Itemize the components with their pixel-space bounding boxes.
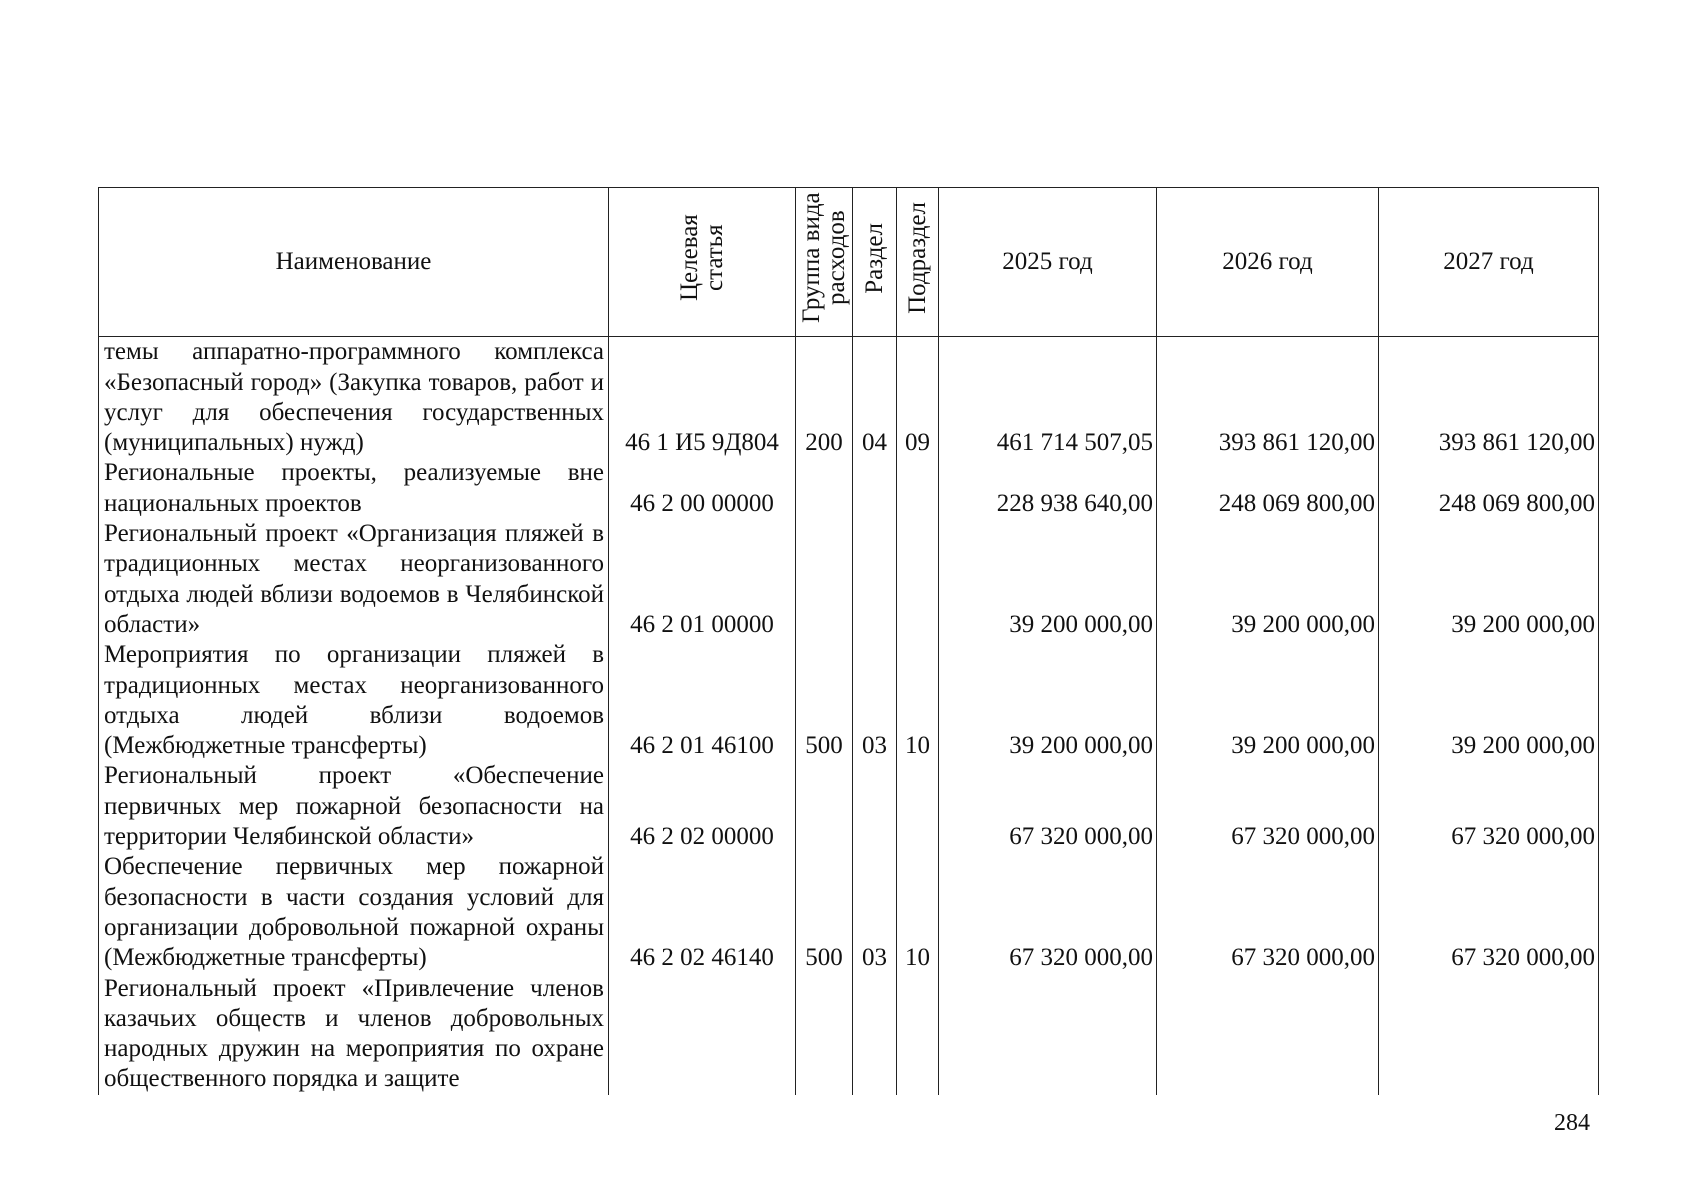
row-subsection [897, 761, 939, 852]
row-target-article [609, 974, 796, 1095]
row-expense-group [796, 974, 853, 1095]
row-2025: 67 320 000,00 [939, 761, 1157, 852]
row-name: Мероприятия по организации пляжей в традиционных местах неорганизованного отдыха людей вблизи водоемов (Межбюджетные трансферты) [99, 640, 609, 761]
header-name: Наименование [99, 188, 609, 337]
row-target-article: 46 2 02 00000 [609, 761, 796, 852]
header-2027: 2027 год [1379, 188, 1599, 337]
table-row [99, 974, 1599, 1095]
header-section: Раздел [853, 188, 897, 337]
row-target-article: 46 1 И5 9Д804 [609, 337, 796, 459]
row-2026: 39 200 000,00 [1157, 519, 1379, 640]
row-subsection [897, 974, 939, 1095]
row-section [853, 974, 897, 1095]
table-header-row [99, 188, 1599, 337]
table-row [99, 640, 1599, 761]
row-2027: 393 861 120,00 [1379, 337, 1599, 459]
row-target-article: 46 2 01 00000 [609, 519, 796, 640]
row-section [853, 458, 897, 519]
row-2026: 67 320 000,00 [1157, 761, 1379, 852]
row-name: Региональный проект «Обеспечение первичных мер пожарной безопасности на территории Челябинской области» [99, 761, 609, 852]
row-name: Региональный проект «Организация пляжей в традиционных местах неорганизованного отдыха людей вблизи водоемов в Челябинской области» [99, 519, 609, 640]
table-row [99, 761, 1599, 852]
page-number: 284 [1554, 1110, 1590, 1136]
row-2025: 67 320 000,00 [939, 852, 1157, 973]
table-row [99, 519, 1599, 640]
row-2027 [1379, 974, 1599, 1095]
row-expense-group: 500 [796, 640, 853, 761]
row-target-article: 46 2 02 46140 [609, 852, 796, 973]
row-2027: 67 320 000,00 [1379, 852, 1599, 973]
row-2025: 228 938 640,00 [939, 458, 1157, 519]
header-expense-group: Группа вида расходов [796, 188, 853, 337]
row-name: темы аппаратно-программного комплекса «Безопасный город» (Закупка товаров, работ и услуг для обеспечения государственных (муниципальных) нужд) [99, 337, 609, 459]
row-section: 04 [853, 337, 897, 459]
row-2027: 67 320 000,00 [1379, 761, 1599, 852]
row-subsection: 10 [897, 852, 939, 973]
row-expense-group [796, 458, 853, 519]
header-target-article: Целевая статья [609, 188, 796, 337]
header-subsection: Подраздел [897, 188, 939, 337]
row-expense-group [796, 519, 853, 640]
row-2026: 39 200 000,00 [1157, 640, 1379, 761]
row-subsection: 09 [897, 337, 939, 459]
row-2026 [1157, 974, 1379, 1095]
row-2025 [939, 974, 1157, 1095]
row-expense-group: 500 [796, 852, 853, 973]
row-expense-group [796, 761, 853, 852]
row-name: Региональный проект «Привлечение членов казачьих обществ и членов добровольных народных дружин на мероприятия по охране общественного порядка и защите [99, 974, 609, 1095]
row-2027: 248 069 800,00 [1379, 458, 1599, 519]
row-2025: 39 200 000,00 [939, 640, 1157, 761]
row-2025: 461 714 507,05 [939, 337, 1157, 459]
row-2025: 39 200 000,00 [939, 519, 1157, 640]
table-row [99, 852, 1599, 973]
row-subsection [897, 458, 939, 519]
row-target-article: 46 2 00 00000 [609, 458, 796, 519]
row-2026: 67 320 000,00 [1157, 852, 1379, 973]
row-section: 03 [853, 640, 897, 761]
table-row [99, 458, 1599, 519]
row-subsection: 10 [897, 640, 939, 761]
row-2027: 39 200 000,00 [1379, 519, 1599, 640]
row-name: Региональные проекты, реализуемые вне национальных проектов [99, 458, 609, 519]
table-body [99, 337, 1599, 1095]
table-row [99, 337, 1599, 459]
row-2026: 248 069 800,00 [1157, 458, 1379, 519]
row-name: Обеспечение первичных мер пожарной безопасности в части создания условий для организации добровольной пожарной охраны (Межбюджетные трансферты) [99, 852, 609, 973]
row-section [853, 761, 897, 852]
row-section: 03 [853, 852, 897, 973]
row-2026: 393 861 120,00 [1157, 337, 1379, 459]
row-subsection [897, 519, 939, 640]
budget-table [98, 187, 1599, 1095]
row-2027: 39 200 000,00 [1379, 640, 1599, 761]
header-2025: 2025 год [939, 188, 1157, 337]
row-target-article: 46 2 01 46100 [609, 640, 796, 761]
header-2026: 2026 год [1157, 188, 1379, 337]
row-section [853, 519, 897, 640]
row-expense-group: 200 [796, 337, 853, 459]
